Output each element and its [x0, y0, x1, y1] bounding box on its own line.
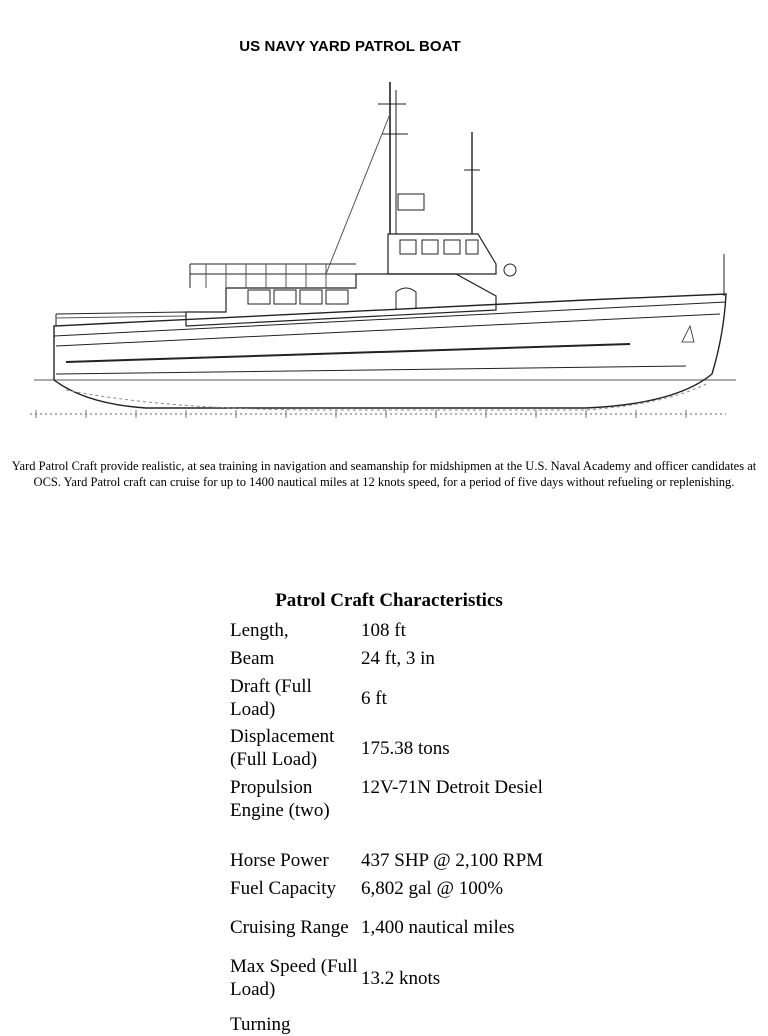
spec-row — [230, 675, 650, 721]
spec-label: Cruising Range — [230, 916, 349, 938]
spec-value: 24 ft, 3 in — [361, 647, 435, 669]
page-title: US NAVY YARD PATROL BOAT — [239, 38, 461, 55]
spec-value: 12V-71N Detroit Desiel — [361, 777, 543, 798]
spec-label: Displacement (Full Load) — [230, 726, 335, 770]
spec-label: Max Speed (Full Load) — [230, 956, 358, 1000]
spec-value: 13.2 knots — [361, 967, 441, 989]
spec-label: Length, — [230, 619, 289, 641]
spec-row — [230, 725, 650, 771]
spec-row — [230, 776, 650, 824]
spec-row — [230, 1012, 650, 1036]
caption: Yard Patrol Craft provide realistic, at sea training in navigation and seamanship for midshipmen at the U.S. Naval Academy and officer candidates at OCS. Yard Patrol craft can cruise for up to 1400 nautical miles at 12 knots speed, for a period of five days without refueling or replenishing. — [11, 459, 757, 489]
spec-value: 175.38 tons — [361, 737, 450, 759]
spec-row — [230, 618, 650, 642]
spec-value: 1,400 nautical miles — [361, 916, 515, 938]
spec-value: 108 ft — [361, 619, 406, 641]
spec-row — [230, 848, 650, 872]
patrol-boat-drawing — [26, 74, 748, 432]
spec-label: Beam — [230, 647, 275, 669]
spec-label: Draft (Full Load) — [230, 676, 312, 720]
spec-row — [230, 646, 650, 670]
spec-row — [230, 904, 650, 950]
spec-label: Horse Power — [230, 849, 329, 871]
spec-label: Propulsion Engine (two) — [230, 777, 330, 821]
table-title: Patrol Craft Characteristics — [275, 590, 503, 611]
spec-row — [230, 955, 650, 1001]
spec-label: Fuel Capacity — [230, 877, 337, 899]
spec-value: 6,802 gal @ 100% — [361, 877, 504, 899]
spec-row — [230, 876, 650, 900]
spec-value: 6 ft — [361, 687, 387, 709]
spec-value: 437 SHP @ 2,100 RPM — [361, 849, 544, 871]
spec-label: Turning — [230, 1013, 291, 1035]
